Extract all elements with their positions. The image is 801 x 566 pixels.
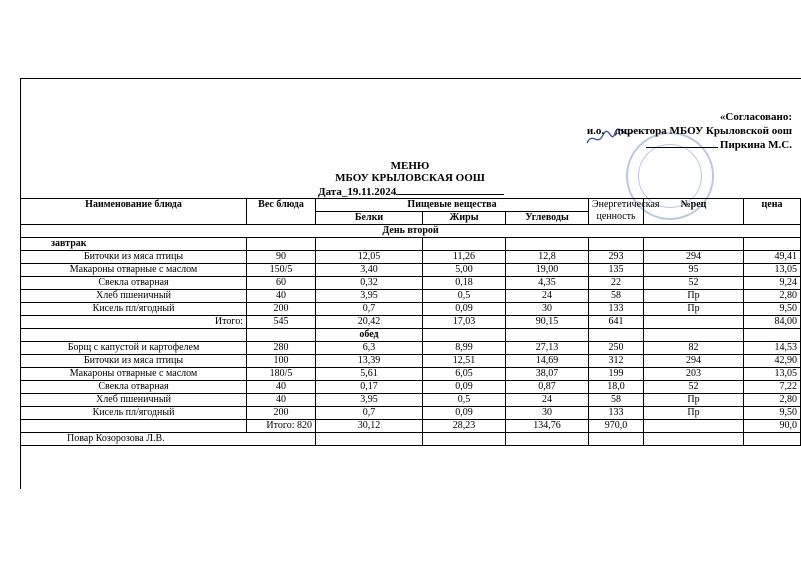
dish-proteins: 12,05: [316, 251, 423, 264]
dish-fats: 0,09: [423, 381, 506, 394]
dish-weight: 40: [247, 290, 316, 303]
dish-recipe: 203: [644, 368, 744, 381]
dish-name: Кисель пл/ягодный: [21, 407, 247, 420]
dish-energy: 18,0: [589, 381, 644, 394]
dish-recipe: 294: [644, 251, 744, 264]
table-row: [21, 342, 801, 355]
day-row: [21, 225, 801, 238]
dish-weight: 200: [247, 303, 316, 316]
dish-weight: 40: [247, 381, 316, 394]
approval-title: «Согласовано:: [719, 111, 792, 123]
dish-carbs: 4,35: [506, 277, 589, 290]
section-title-breakfast: завтрак: [21, 238, 247, 251]
dish-energy: 199: [589, 368, 644, 381]
header-fats: Жиры: [423, 212, 506, 225]
dish-name: Биточки из мяса птицы: [21, 355, 247, 368]
dish-carbs: 12,8: [506, 251, 589, 264]
dish-name: Свекла отварная: [21, 381, 247, 394]
signature-line: [646, 147, 718, 148]
dish-name: Свекла отварная: [21, 277, 247, 290]
table-row: [21, 277, 801, 290]
header-row: [21, 199, 801, 212]
dish-energy: 58: [589, 290, 644, 303]
header-price: цена: [744, 199, 801, 225]
lunch-rows: [21, 342, 801, 420]
dish-fats: 6,05: [423, 368, 506, 381]
table-row: [21, 355, 801, 368]
dish-recipe: 82: [644, 342, 744, 355]
dish-carbs: 14,69: [506, 355, 589, 368]
header-nutrients: Пищевые вещества: [316, 199, 589, 212]
dish-price: 13,05: [744, 368, 801, 381]
dish-fats: 0,09: [423, 407, 506, 420]
dish-carbs: 38,07: [506, 368, 589, 381]
dish-proteins: 0,17: [316, 381, 423, 394]
approval-position: и.о. директора МБОУ Крыловской оош: [586, 125, 792, 137]
dish-carbs: 30: [506, 303, 589, 316]
header-proteins: Белки: [316, 212, 423, 225]
dish-price: 14,53: [744, 342, 801, 355]
dish-energy: 58: [589, 394, 644, 407]
dish-carbs: 30: [506, 407, 589, 420]
dish-energy: 312: [589, 355, 644, 368]
dish-fats: 0,18: [423, 277, 506, 290]
section-row-lunch: [21, 329, 801, 342]
cook-row: [21, 433, 801, 446]
dish-carbs: 19,00: [506, 264, 589, 277]
dish-recipe: 294: [644, 355, 744, 368]
dish-proteins: 5,61: [316, 368, 423, 381]
dish-name: Биточки из мяса птицы: [21, 251, 247, 264]
header-recipe: №рец: [644, 199, 744, 225]
dish-energy: 22: [589, 277, 644, 290]
dish-recipe: 52: [644, 381, 744, 394]
dish-fats: 11,26: [423, 251, 506, 264]
dish-price: 2,80: [744, 290, 801, 303]
dish-weight: 280: [247, 342, 316, 355]
dish-energy: 135: [589, 264, 644, 277]
dish-weight: 200: [247, 407, 316, 420]
dish-fats: 0,09: [423, 303, 506, 316]
day-label: День второй: [21, 225, 801, 238]
section-row-breakfast: [21, 238, 801, 251]
dish-recipe: Пр: [644, 407, 744, 420]
menu-heading: [260, 160, 560, 184]
header-weight: Вес блюда: [247, 199, 316, 225]
dish-name: Кисель пл/ягодный: [21, 303, 247, 316]
dish-price: 9,24: [744, 277, 801, 290]
dish-proteins: 6,3: [316, 342, 423, 355]
dish-price: 42,90: [744, 355, 801, 368]
table-row: [21, 407, 801, 420]
dish-price: 13,05: [744, 264, 801, 277]
table-row: [21, 303, 801, 316]
dish-energy: 250: [589, 342, 644, 355]
header-carbs: Углеводы: [506, 212, 589, 225]
dish-proteins: 13,39: [316, 355, 423, 368]
dish-price: 49,41: [744, 251, 801, 264]
dish-proteins: 3,95: [316, 290, 423, 303]
dish-name: Макароны отварные с маслом: [21, 368, 247, 381]
dish-fats: 12,51: [423, 355, 506, 368]
table-row: [21, 381, 801, 394]
menu-date: Дата_19.11.2024: [318, 186, 504, 198]
dish-weight: 100: [247, 355, 316, 368]
dish-price: 9,50: [744, 407, 801, 420]
dish-carbs: 0,87: [506, 381, 589, 394]
table-row: [21, 290, 801, 303]
dish-price: 9,50: [744, 303, 801, 316]
dish-fats: 0,5: [423, 394, 506, 407]
dish-price: 2,80: [744, 394, 801, 407]
dish-proteins: 0,7: [316, 407, 423, 420]
dish-energy: 133: [589, 407, 644, 420]
dish-recipe: Пр: [644, 303, 744, 316]
dish-carbs: 27,13: [506, 342, 589, 355]
dish-price: 7,22: [744, 381, 801, 394]
dish-proteins: 0,7: [316, 303, 423, 316]
dish-proteins: 3,40: [316, 264, 423, 277]
menu-table: [20, 198, 801, 446]
dish-weight: 180/5: [247, 368, 316, 381]
lunch-total-row: Итого: 820 30,12 28,23 134,76 970,0 90,0: [21, 420, 801, 433]
dish-fats: 8,99: [423, 342, 506, 355]
dish-recipe: 95: [644, 264, 744, 277]
section-title-lunch: обед: [316, 329, 423, 342]
approval-name: Пиркина М.С.: [719, 139, 792, 151]
dish-weight: 60: [247, 277, 316, 290]
dish-name: Хлеб пшеничный: [21, 394, 247, 407]
dish-proteins: 0,32: [316, 277, 423, 290]
header-dish: Наименование блюда: [21, 199, 247, 225]
header-energy: Энергетическая ценность: [589, 199, 644, 225]
table-row: [21, 368, 801, 381]
dish-recipe: Пр: [644, 394, 744, 407]
cook-name: Повар Козорозова Л.В.: [21, 433, 316, 446]
dish-energy: 133: [589, 303, 644, 316]
dish-carbs: 24: [506, 290, 589, 303]
table-row: [21, 251, 801, 264]
dish-name: Борщ с капустой и картофелем: [21, 342, 247, 355]
table-row: [21, 264, 801, 277]
dish-name: Макароны отварные с маслом: [21, 264, 247, 277]
table-row: [21, 394, 801, 407]
dish-weight: 90: [247, 251, 316, 264]
breakfast-total-row: Итого: 545 20,42 17,03 90,15 641 84,00: [21, 316, 801, 329]
dish-name: Хлеб пшеничный: [21, 290, 247, 303]
menu-title: МЕНЮ: [390, 160, 430, 172]
breakfast-rows: [21, 251, 801, 316]
approval-block: [587, 110, 792, 152]
dish-weight: 150/5: [247, 264, 316, 277]
dish-carbs: 24: [506, 394, 589, 407]
dish-energy: 293: [589, 251, 644, 264]
dish-recipe: 52: [644, 277, 744, 290]
school-name: МБОУ КРЫЛОВСКАЯ ООШ: [335, 172, 485, 184]
dish-fats: 5,00: [423, 264, 506, 277]
dish-weight: 40: [247, 394, 316, 407]
dish-proteins: 3,95: [316, 394, 423, 407]
dish-recipe: Пр: [644, 290, 744, 303]
dish-fats: 0,5: [423, 290, 506, 303]
